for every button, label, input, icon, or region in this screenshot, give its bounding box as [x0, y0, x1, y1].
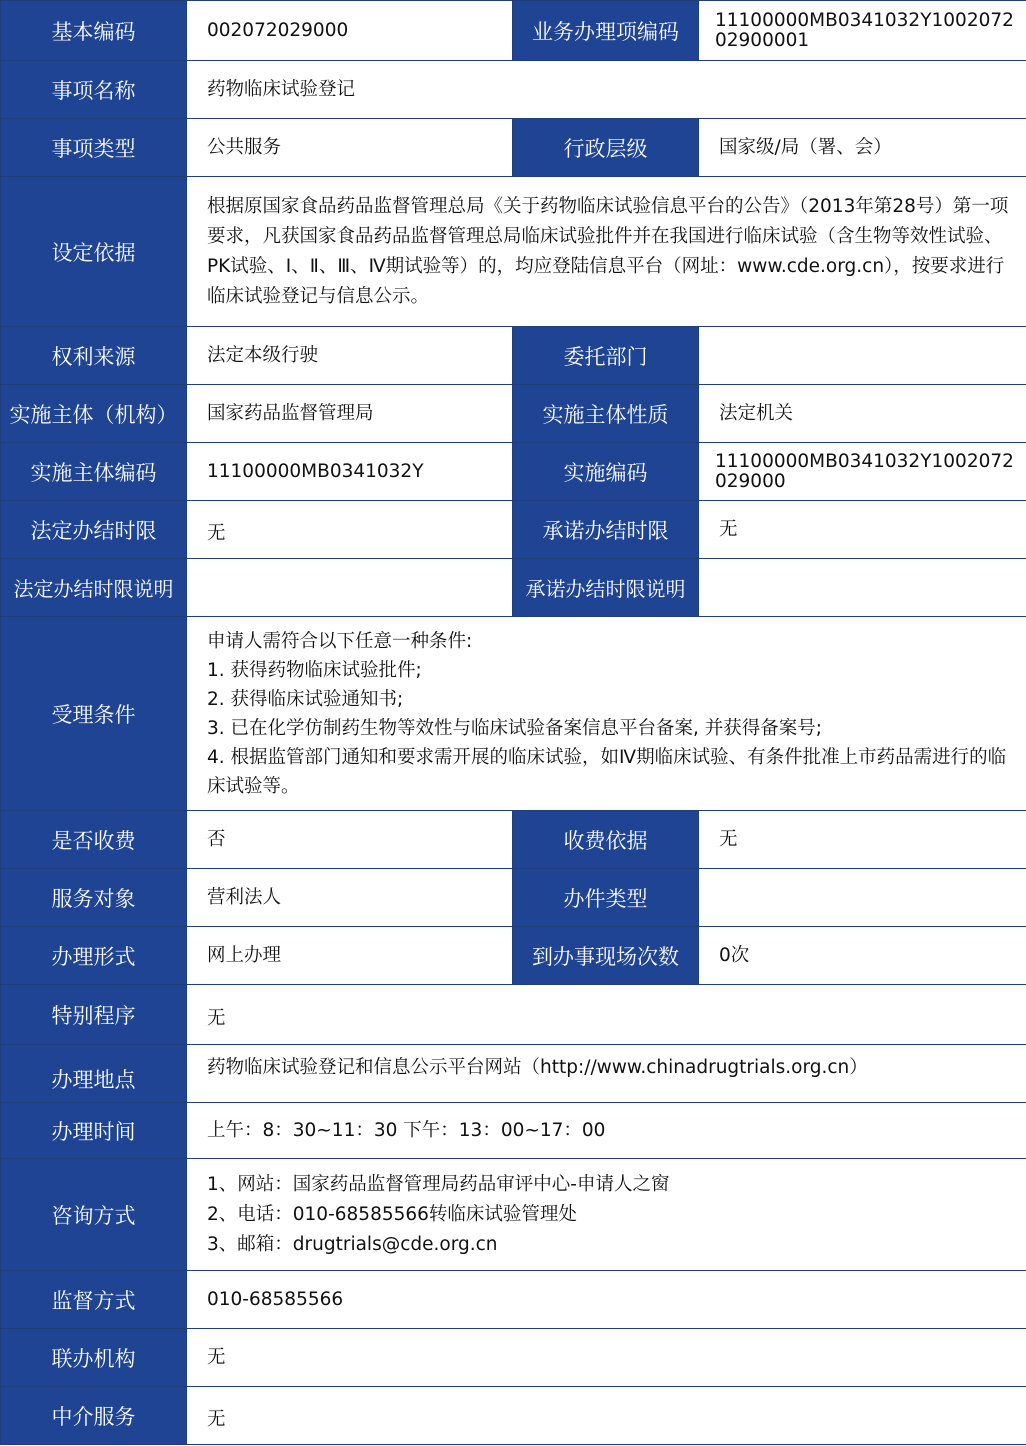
impl-code-label: 实施编码: [513, 443, 699, 501]
basic-code-value: 002072029000: [187, 1, 513, 61]
table-row: [1, 1271, 1026, 1329]
item-type-value: 公共服务: [187, 119, 513, 177]
condition-line: 1. 获得药物临床试验批件;: [207, 659, 422, 681]
case-type-value: [699, 869, 1026, 927]
conditions-label: 受理条件: [1, 617, 187, 811]
impl-code-value: 11100000MB0341032Y1002072029000: [699, 443, 1026, 501]
admin-level-value: 国家级/局（署、会）: [699, 119, 1026, 177]
entrust-dept-label: 委托部门: [513, 327, 699, 385]
entrust-dept-value: [699, 327, 1026, 385]
table-row: [1, 501, 1026, 559]
hours-value: 上午：8：30~11：30 下午：13：00~17：00: [187, 1103, 1026, 1159]
table-row: [1, 1159, 1026, 1271]
table-row: [1, 1329, 1026, 1387]
special-label: 特别程序: [1, 985, 187, 1045]
item-name-label: 事项名称: [1, 61, 187, 119]
table-row: [1, 811, 1026, 869]
visits-label: 到办事现场次数: [513, 927, 699, 985]
intermediary-value: 无: [187, 1387, 1026, 1445]
consult-line: 3、邮箱：drugtrials@cde.org.cn: [207, 1233, 498, 1255]
consult-line: 1、网站：国家药品监督管理局药品审评中心-申请人之窗: [207, 1173, 670, 1195]
right-source-value: 法定本级行驶: [187, 327, 513, 385]
charge-basis-label: 收费依据: [513, 811, 699, 869]
business-code-value: 11100000MB0341032Y100207202900001: [699, 1, 1026, 61]
supervise-value: 010-68585566: [187, 1271, 1026, 1329]
table-row: [1, 559, 1026, 617]
condition-line: 2. 获得临床试验通知书;: [207, 688, 404, 710]
joint-label: 联办机构: [1, 1329, 187, 1387]
item-type-label: 事项类型: [1, 119, 187, 177]
charge-value: 否: [187, 811, 513, 869]
item-name-value: 药物临床试验登记: [187, 61, 1026, 119]
consult-value: [187, 1159, 1026, 1271]
basis-value: 根据原国家食品药品监督管理总局《关于药物临床试验信息平台的公告》（2013年第28号）第一项要求，凡获国家食品药品监督管理总局临床试验批件并在我国进行临床试验（含生物等效性试验、PK试验、Ⅰ、Ⅱ、Ⅲ、Ⅳ期试验等）的，均应登陆信息平台（网址：www.cde.org.cn），按要求进行临床试验登记与信息公示。: [187, 177, 1026, 327]
supervise-label: 监督方式: [1, 1271, 187, 1329]
business-code-label: 业务办理项编码: [513, 1, 699, 61]
handle-form-value: 网上办理: [187, 927, 513, 985]
service-target-value: 营利法人: [187, 869, 513, 927]
subject-nature-label: 实施主体性质: [513, 385, 699, 443]
subject-nature-value: 法定机关: [699, 385, 1026, 443]
case-type-label: 办件类型: [513, 869, 699, 927]
location-label: 办理地点: [1, 1045, 187, 1103]
table-row: [1, 385, 1026, 443]
table-row: [1, 927, 1026, 985]
condition-line: 申请人需符合以下任意一种条件:: [207, 630, 473, 652]
charge-label: 是否收费: [1, 811, 187, 869]
table-row: [1, 61, 1026, 119]
basic-code-label: 基本编码: [1, 1, 187, 61]
admin-level-label: 行政层级: [513, 119, 699, 177]
legal-limit-label: 法定办结时限: [1, 501, 187, 559]
subject-value: 国家药品监督管理局: [187, 385, 513, 443]
table-row: [1, 985, 1026, 1045]
subject-code-value: 11100000MB0341032Y: [187, 443, 513, 501]
special-value: 无: [187, 985, 1026, 1045]
table-row: [1, 327, 1026, 385]
service-target-label: 服务对象: [1, 869, 187, 927]
promise-limit-note-value: [699, 559, 1026, 617]
table-row: [1, 1045, 1026, 1103]
consult-label: 咨询方式: [1, 1159, 187, 1271]
promise-limit-label: 承诺办结时限: [513, 501, 699, 559]
promise-limit-note-label: 承诺办结时限说明: [513, 559, 699, 617]
basis-label: 设定依据: [1, 177, 187, 327]
legal-limit-note-value: [187, 559, 513, 617]
table-row: [1, 177, 1026, 327]
table-row: [1, 1103, 1026, 1159]
table-row: [1, 1, 1026, 61]
location-value: 药物临床试验登记和信息公示平台网站（http://www.chinadrugtrials.org.cn）: [187, 1045, 1026, 1103]
table-row: [1, 1387, 1026, 1445]
visits-value: 0次: [699, 927, 1026, 985]
promise-limit-value: 无: [699, 501, 1026, 559]
charge-basis-value: 无: [699, 811, 1026, 869]
consult-line: 2、电话：010-68585566转临床试验管理处: [207, 1203, 577, 1225]
subject-code-label: 实施主体编码: [1, 443, 187, 501]
table-row: [1, 869, 1026, 927]
table-row: [1, 443, 1026, 501]
conditions-value: [187, 617, 1026, 811]
joint-value: 无: [187, 1329, 1026, 1387]
hours-label: 办理时间: [1, 1103, 187, 1159]
intermediary-label: 中介服务: [1, 1387, 187, 1445]
table-row: [1, 119, 1026, 177]
legal-limit-note-label: 法定办结时限说明: [1, 559, 187, 617]
handle-form-label: 办理形式: [1, 927, 187, 985]
condition-line: 3. 已在化学仿制药生物等效性与临床试验备案信息平台备案, 并获得备案号;: [207, 717, 823, 739]
condition-line: 4. 根据监管部门通知和要求需开展的临床试验，如Ⅳ期临床试验、有条件批准上市药品需进行的临床试验等。: [207, 746, 1007, 797]
table-row: [1, 617, 1026, 811]
subject-label: 实施主体（机构）: [1, 385, 187, 443]
legal-limit-value: 无: [187, 501, 513, 559]
right-source-label: 权利来源: [1, 327, 187, 385]
